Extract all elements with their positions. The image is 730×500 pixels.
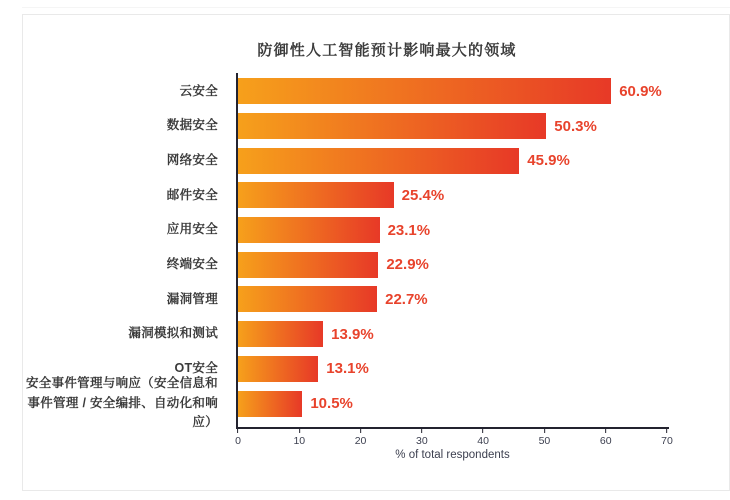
x-axis-tick xyxy=(293,429,305,447)
tick-label: 50 xyxy=(538,435,551,447)
category-label: 漏洞管理 xyxy=(166,291,218,306)
category-label: 数据安全 xyxy=(166,118,218,133)
bar-area xyxy=(238,213,667,248)
category-label: 网络安全 xyxy=(166,153,218,168)
chart-row xyxy=(22,178,702,213)
bar-area xyxy=(238,352,667,387)
chart-row xyxy=(22,74,702,109)
bar xyxy=(238,182,394,208)
x-axis-title: % of total respondents xyxy=(395,449,510,461)
bar-area xyxy=(238,109,667,144)
x-axis-tick xyxy=(600,429,612,447)
chart-row xyxy=(22,317,702,352)
x-axis-ticks xyxy=(235,429,673,449)
tick-mark xyxy=(360,429,361,433)
bar xyxy=(238,286,377,312)
bar-value-label: 13.9% xyxy=(331,325,374,343)
bar xyxy=(238,148,519,174)
tick-mark xyxy=(238,429,239,433)
bar-value-label: 23.1% xyxy=(387,221,431,239)
category-label: 漏洞模拟和测试 xyxy=(128,326,218,341)
chart-title: 防御性人工智能预计影响最大的领域 xyxy=(257,42,517,59)
card-top-shadow-line xyxy=(22,7,730,8)
category-label: 安全事件管理与响应（安全信息和事件管理 / 安全编排、自动化和响应） xyxy=(25,376,218,430)
tick-label: 30 xyxy=(416,435,428,447)
chart-row xyxy=(22,282,702,317)
chart-row xyxy=(22,213,702,248)
chart-row xyxy=(22,376,702,430)
tick-mark xyxy=(421,429,422,433)
bar-value-label: 60.9% xyxy=(619,82,662,100)
chart-rows xyxy=(22,74,702,430)
tick-label: 10 xyxy=(293,435,306,447)
bar-area xyxy=(238,386,667,421)
bar-area xyxy=(238,178,667,213)
bar-value-label: 13.1% xyxy=(326,360,369,378)
category-label: 终端安全 xyxy=(166,257,218,272)
chart-row xyxy=(22,143,702,178)
bar-value-label: 22.9% xyxy=(386,256,429,274)
tick-label: 0 xyxy=(235,435,241,447)
tick-label: 40 xyxy=(477,435,489,447)
chart-row xyxy=(22,109,702,144)
bar-area xyxy=(238,317,667,352)
bar-value-label: 10.5% xyxy=(310,395,353,413)
bar xyxy=(238,391,302,417)
tick-label: 20 xyxy=(354,435,367,447)
x-axis-tick xyxy=(539,429,551,447)
bar xyxy=(238,356,318,382)
x-axis-tick xyxy=(416,429,428,447)
bar-area xyxy=(238,143,667,178)
category-label: 应用安全 xyxy=(166,222,218,237)
bar xyxy=(238,113,546,139)
bar-value-label: 25.4% xyxy=(401,186,445,204)
bar-value-label: 45.9% xyxy=(527,152,570,170)
category-label: OT安全 xyxy=(174,361,218,376)
bar-value-label: 22.7% xyxy=(385,290,428,308)
x-axis-tick xyxy=(477,429,489,447)
x-axis-tick xyxy=(235,429,241,447)
bar xyxy=(238,78,611,104)
bar-value-label: 50.3% xyxy=(554,117,597,135)
chart-row xyxy=(22,247,702,282)
category-label: 邮件安全 xyxy=(166,187,218,202)
tick-label: 70 xyxy=(661,435,673,447)
x-axis-tick xyxy=(661,429,673,447)
tick-mark xyxy=(299,429,300,433)
category-label: 云安全 xyxy=(179,83,218,98)
tick-mark xyxy=(483,429,484,433)
x-axis-tick xyxy=(355,429,367,447)
bar xyxy=(238,321,323,347)
tick-label: 60 xyxy=(599,435,612,447)
bar-area xyxy=(238,74,667,109)
bar xyxy=(238,252,378,278)
bar-area xyxy=(238,247,667,282)
tick-mark xyxy=(667,429,668,433)
tick-mark xyxy=(544,429,545,433)
tick-mark xyxy=(605,429,606,433)
bar-area xyxy=(238,282,667,317)
bar xyxy=(238,217,380,243)
